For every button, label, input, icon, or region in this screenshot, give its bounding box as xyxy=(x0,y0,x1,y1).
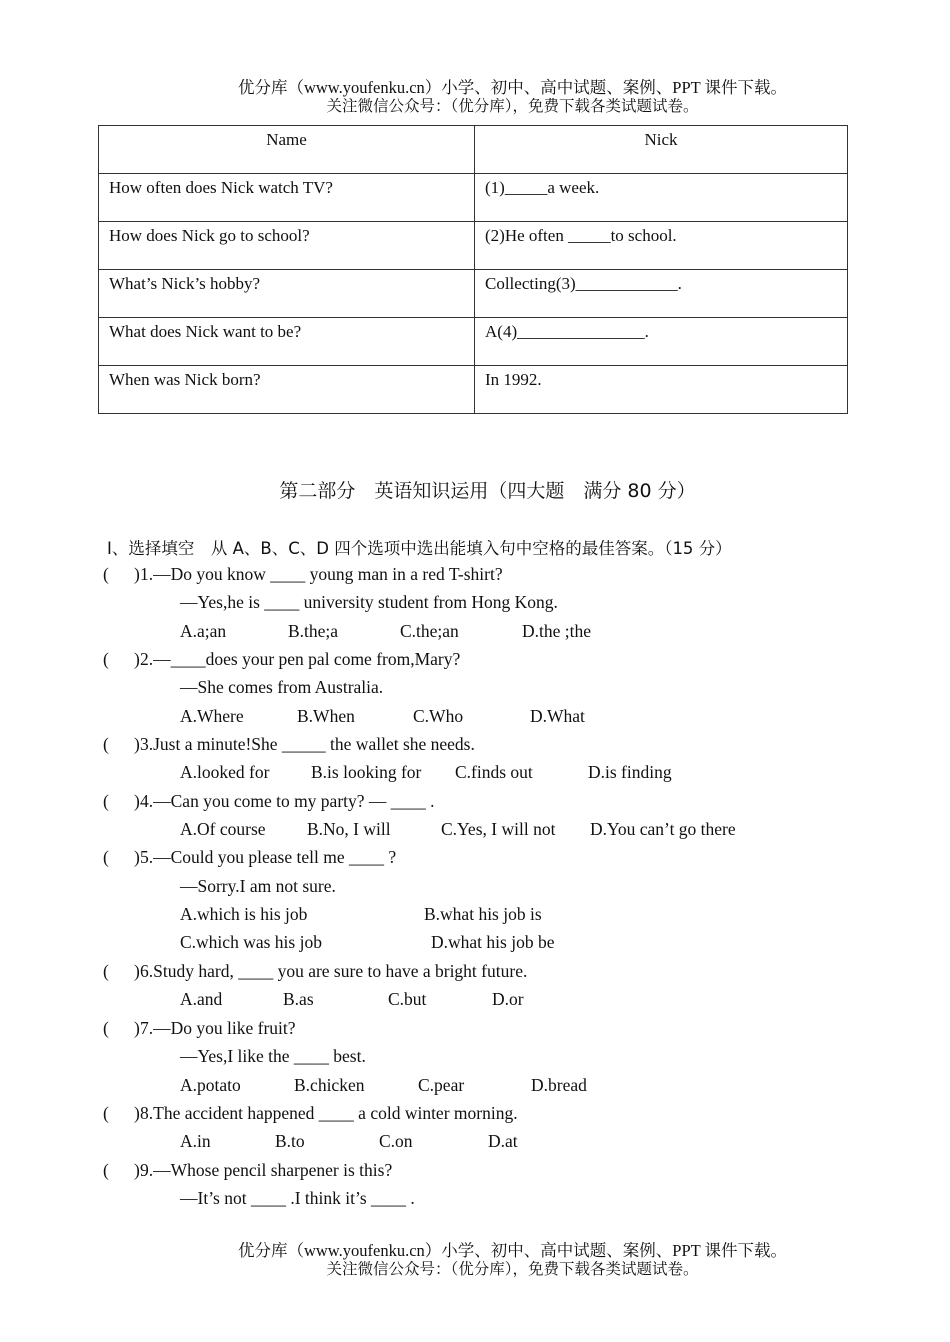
option-a: A.potato xyxy=(180,1075,241,1095)
answer-paren-open: ( xyxy=(103,847,109,867)
option-c: C.but xyxy=(388,989,427,1009)
option-a: A.in xyxy=(180,1131,211,1151)
answer-paren-open: ( xyxy=(103,1018,109,1038)
option-c: C.which was his job xyxy=(180,932,322,952)
table-header-name: Name xyxy=(99,126,475,174)
table-row xyxy=(99,174,848,222)
answer-paren-open: ( xyxy=(103,1160,109,1180)
footer-line-2: 关注微信公众号：（优分库），免费下载各类试题试卷。 xyxy=(326,1260,699,1278)
table-row xyxy=(99,222,848,270)
answer-paren-open: ( xyxy=(103,649,109,669)
question-line: —Sorry.I am not sure. xyxy=(180,876,336,896)
table-cell-question: How often does Nick watch TV? xyxy=(99,174,475,222)
option-d: D.bread xyxy=(531,1075,587,1095)
answer-paren-close: ) xyxy=(134,1103,140,1123)
option-b: B.No, I will xyxy=(307,819,391,839)
question-line: —Yes,he is ____ university student from Hong Kong. xyxy=(180,592,558,612)
question-stem: 8.The accident happened ____ a cold winter morning. xyxy=(140,1103,518,1123)
table-cell-answer: (1)_____a week. xyxy=(475,174,848,222)
table-cell-question: What’s Nick’s hobby? xyxy=(99,270,475,318)
option-c: C.Who xyxy=(413,706,464,726)
table-cell-answer: (2)He often _____to school. xyxy=(475,222,848,270)
option-a: A.and xyxy=(180,989,223,1009)
option-d: D.You can’t go there xyxy=(590,819,736,839)
table-row xyxy=(99,270,848,318)
table-row xyxy=(99,366,848,414)
option-a: A.a;an xyxy=(180,621,227,641)
question-stem: 2.—____does your pen pal come from,Mary? xyxy=(140,649,461,669)
option-b: B.as xyxy=(283,989,314,1009)
answer-paren-close: ) xyxy=(134,1160,140,1180)
option-b: B.When xyxy=(297,706,355,726)
option-b: B.is looking for xyxy=(311,762,422,782)
question-stem: 6.Study hard, ____ you are sure to have a bright future. xyxy=(140,961,528,981)
option-d: D.at xyxy=(488,1131,518,1151)
answer-paren-close: ) xyxy=(134,734,140,754)
option-c: C.finds out xyxy=(455,762,533,782)
answer-paren-close: ) xyxy=(134,564,140,584)
answer-paren-close: ) xyxy=(134,1018,140,1038)
question-line: —Yes,I like the ____ best. xyxy=(180,1046,366,1066)
table-header-row xyxy=(99,126,848,174)
header-line-1: 优分库（www.youfenku.cn）小学、初中、高中试题、案例、PPT 课件下载。 xyxy=(237,78,788,97)
option-c: C.Yes, I will not xyxy=(441,819,556,839)
table-row xyxy=(99,318,848,366)
answer-paren-close: ) xyxy=(134,961,140,981)
option-b: B.to xyxy=(275,1131,305,1151)
page-header xyxy=(0,78,950,116)
option-b: B.chicken xyxy=(294,1075,365,1095)
question-stem: 1.—Do you know ____ young man in a red T-shirt? xyxy=(140,564,503,584)
table-cell-question: What does Nick want to be? xyxy=(99,318,475,366)
answer-paren-open: ( xyxy=(103,734,109,754)
footer-line-1: 优分库（www.youfenku.cn）小学、初中、高中试题、案例、PPT 课件下载。 xyxy=(237,1241,788,1260)
table-cell-answer: Collecting(3)____________. xyxy=(475,270,848,318)
instruction: Ⅰ、选择填空 从 A、B、C、D 四个选项中选出能填入句中空格的最佳答案。（15 分） xyxy=(107,539,732,558)
answer-paren-open: ( xyxy=(103,1103,109,1123)
question-stem: 9.—Whose pencil sharpener is this? xyxy=(140,1160,393,1180)
info-table xyxy=(98,125,848,414)
answer-paren-open: ( xyxy=(103,791,109,811)
question-stem: 7.—Do you like fruit? xyxy=(140,1018,296,1038)
option-d: D.what his job be xyxy=(431,932,555,952)
option-c: C.pear xyxy=(418,1075,465,1095)
question-stem: 3.Just a minute!She _____ the wallet she needs. xyxy=(140,734,475,754)
section-title: 第二部分 英语知识运用（四大题 满分 80 分） xyxy=(279,480,696,502)
option-c: C.on xyxy=(379,1131,413,1151)
option-a: A.Of course xyxy=(180,819,266,839)
answer-paren-open: ( xyxy=(103,961,109,981)
answer-paren-close: ) xyxy=(134,649,140,669)
option-d: D.or xyxy=(492,989,524,1009)
answer-paren-close: ) xyxy=(134,847,140,867)
option-a: A.looked for xyxy=(180,762,270,782)
option-b: B.the;a xyxy=(288,621,339,641)
question-stem: 5.—Could you please tell me ____ ? xyxy=(140,847,397,867)
option-d: D.What xyxy=(530,706,585,726)
option-b: B.what his job is xyxy=(424,904,542,924)
option-c: C.the;an xyxy=(400,621,459,641)
option-d: D.the ;the xyxy=(522,621,592,641)
table-header-nick: Nick xyxy=(475,126,848,174)
table-cell-answer: A(4)_______________. xyxy=(475,318,848,366)
header-line-2: 关注微信公众号：（优分库），免费下载各类试题试卷。 xyxy=(326,97,699,115)
answer-paren-open: ( xyxy=(103,564,109,584)
table-cell-question: How does Nick go to school? xyxy=(99,222,475,270)
question-stem: 4.—Can you come to my party? — ____ . xyxy=(140,791,435,811)
answer-paren-close: ) xyxy=(134,791,140,811)
option-a: A.which is his job xyxy=(180,904,308,924)
option-a: A.Where xyxy=(180,706,244,726)
table-cell-question: When was Nick born? xyxy=(99,366,475,414)
question-line: —She comes from Australia. xyxy=(180,677,384,697)
option-d: D.is finding xyxy=(588,762,672,782)
question-line: —It’s not ____ .I think it’s ____ . xyxy=(180,1188,415,1208)
page-footer xyxy=(0,1241,950,1279)
table-cell-answer: In 1992. xyxy=(475,366,848,414)
